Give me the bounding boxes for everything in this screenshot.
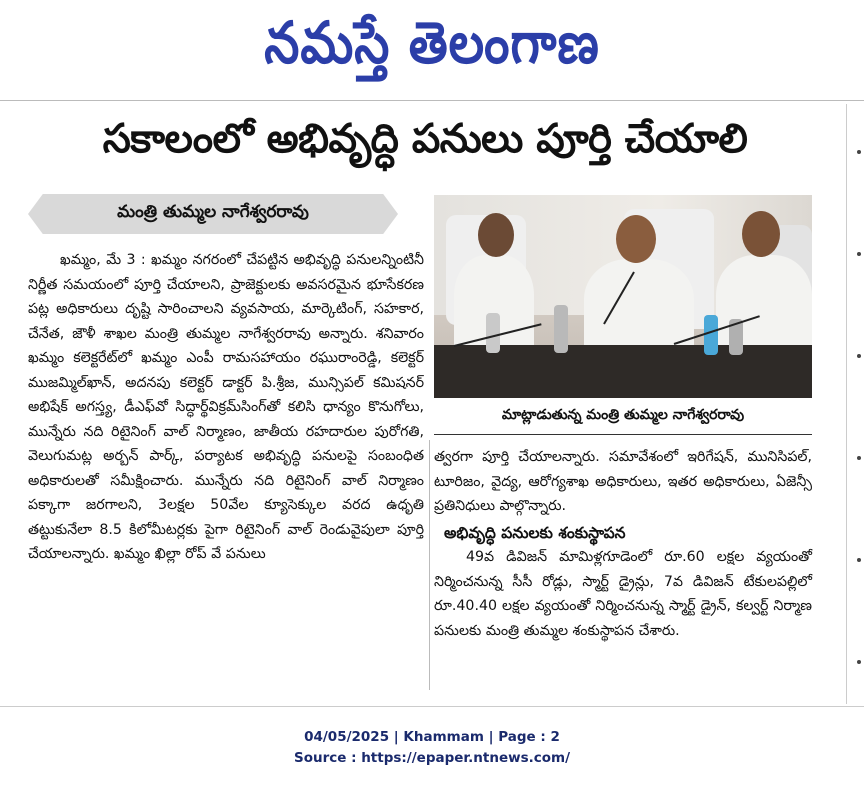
section-heading: అభివృద్ధి పనులకు శంకుస్థాపన [444, 523, 626, 542]
article-body-right-column [434, 445, 812, 643]
article-body-left-column [28, 248, 424, 567]
article-paragraph: ఖమ్మం, మే 3 : ఖమ్మం నగరంలో చేపట్టిన అభివృద్ధి పనులన్నింటినీ నిర్ణీత సమయంలో పూర్తి చేయాలని, ప్రాజెక్టులకు అవసరమైన భూసేకరణ పట్ల అధికారులు దృష్టి సారించాలని వ్యవసాయ, మార్కెటింగ్, సహకార, చేనేత, జౌళీ శాఖల మంత్రి తుమ్మల నాగేశ్వరరావు అన్నారు. శనివారం ఖమ్మం కలెక్టరేట్‌లో ఖమ్మం ఎంపీ రామసహాయం రఘురాంరెడ్డి, కలెక్టర్ ముజమ్మిల్‌ఖాన్, అదనపు కలెక్టర్ డాక్టర్ పి.శ్రీజ, మున్సిపల్ కమిషనర్ అభిషేక్ అగస్త్య, డీఎఫ్‌వో సిద్ధార్థ్‌విక్రమ్‌సింగ్‌తో కలిసి ధాన్యం కొనుగోలు, మున్నేరు నది రిటైనింగ్ వాల్ నిర్మాణం, జాతీయ రహదారుల పురోగతి, వెలుగుమట్ల అర్బన్ పార్క్, పర్యాటక అభివృద్ధి పనులపై సంబంధిత అధికారులతో సమీక్షించారు. మున్నేరు నది రిటైనింగ్ వాల్ నిర్మాణం పక్కాగా జరగాలని, 3లక్షల 50వేల క్యూసెక్కుల వరద ఉధృతి తట్టుకునేలా 8.5 కిలోమీటర్లకు పైగా రిటైనింగ్ వాల్ రెండువైపులా పూర్తి చేయాలన్నారు. ఖమ్మం ఖిల్లా రోప్ వే పనులు [28, 252, 424, 562]
footer-edition-info: 04/05/2025 | Khammam | Page : 2 [304, 729, 560, 745]
headline [6, 104, 844, 184]
adjacent-column-edge [846, 104, 864, 704]
meeting-photo [434, 195, 812, 398]
column-divider [429, 440, 430, 690]
article-paragraph-foundation: 49వ డివిజన్ మామిళ్లగూడెంలో రూ.60 లక్షల వ్యయంతో నిర్మించనున్న సీసీ రోడ్లు, స్మార్ట్ డ్రైన్లు, 7వ డివిజన్ టేకులపల్లిలో రూ.40.40 లక్షల వ్యయంతో నిర్మించనున్న స్మార్ట్ డ్రైన్, కల్వర్ట్ నిర్మాణ పనులకు మంత్రి తుమ్మల శంకుస్థాపన చేశారు. [434, 549, 812, 639]
footer [0, 727, 864, 769]
article-paragraph-continued: త్వరగా పూర్తి చేయాలన్నారు. సమావేశంలో ఇరిగేషన్, మునిసిపల్, టూరిజం, వైద్య, ఆరోగ్యశాఖ అధికారులు, ఇతర అధికారులు, ఏజెన్సీ ప్రతినిధులు పాల్గొన్నారు. [434, 449, 812, 514]
subheadline-banner [28, 194, 398, 234]
masthead-title: నమస్తే తెలంగాణ [264, 8, 600, 77]
footer-source-link[interactable]: Source : https://epaper.ntnews.com/ [293, 750, 571, 766]
footer-divider [0, 706, 864, 707]
subheadline-text: మంత్రి తుమ్మల నాగేశ్వరరావు [117, 202, 309, 222]
photo-caption: మాట్లాడుతున్న మంత్రి తుమ్మల నాగేశ్వరరావు [434, 398, 812, 435]
masthead-divider [0, 100, 864, 101]
masthead [0, 0, 864, 100]
headline-text: సకాలంలో అభివృద్ధి పనులు పూర్తి చేయాలి [102, 116, 748, 162]
